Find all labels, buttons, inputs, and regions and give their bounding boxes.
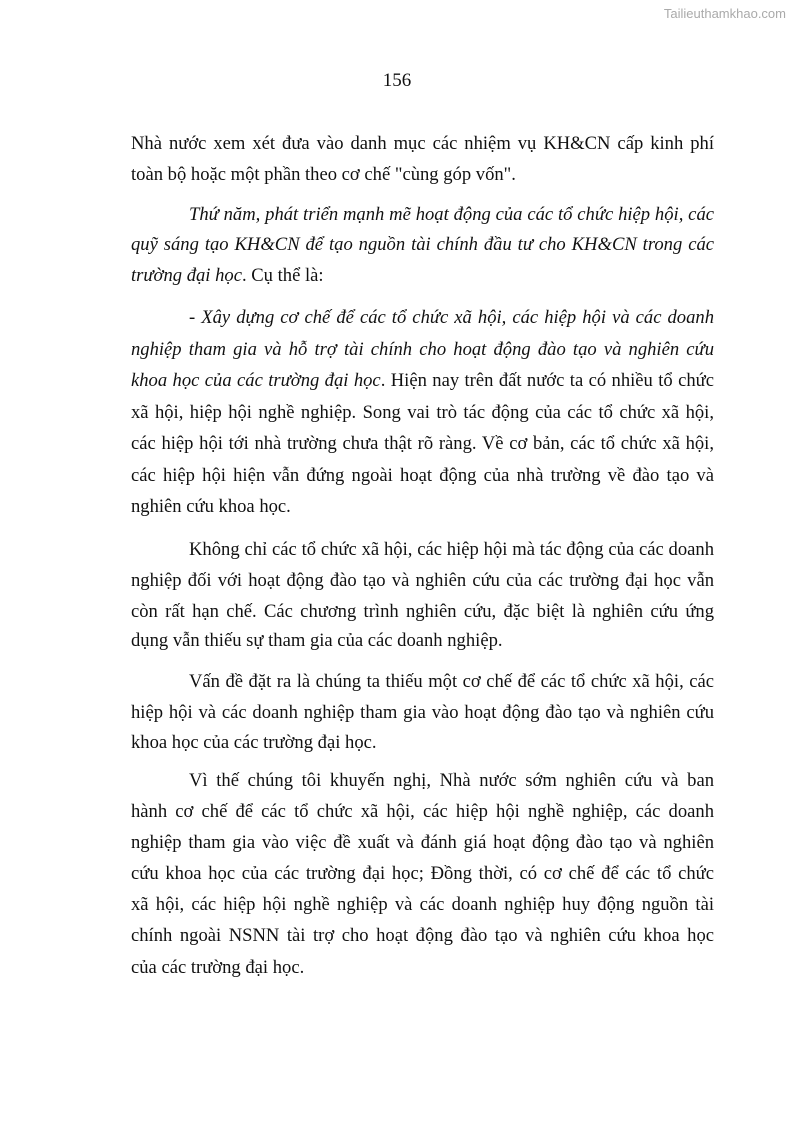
text-line <box>131 339 714 361</box>
text-segment: . Cụ thể là: <box>241 265 324 286</box>
text-segment: chính ngoài NSNN tài trợ cho hoạt động đào tạo và nghiên cứu khoa học <box>131 925 714 946</box>
text-segment: khoa học của các trường đại học <box>131 370 381 391</box>
text-segment: các hiệp hội tới nhà trường chưa thật rõ ràng. Về cơ bản, các tổ chức xã hội, <box>131 433 714 454</box>
text-line <box>131 894 714 916</box>
text-segment: . Hiện nay trên đất nước ta có nhiều tổ chức <box>380 370 714 391</box>
text-line <box>131 801 714 823</box>
text-line <box>131 133 714 155</box>
text-line <box>131 433 714 455</box>
page-number: 156 <box>382 70 412 91</box>
text-line <box>131 832 714 854</box>
text-line <box>189 307 714 329</box>
text-segment: nghiên cứu khoa học. <box>131 496 291 517</box>
text-line <box>131 925 714 947</box>
text-segment: - <box>189 307 202 328</box>
text-segment: khoa học của các trường đại học. <box>131 732 377 753</box>
text-segment: các hiệp hội hiện vẫn đứng ngoài hoạt động của nhà trường về đào tạo và <box>131 465 714 486</box>
text-segment: xã hội, hiệp hội nghề nghiệp. Song vai trò tác động của các tổ chức xã hội, <box>131 402 714 423</box>
text-line <box>131 234 714 256</box>
text-segment: cứu khoa học của các trường đại học; Đồng thời, có cơ chế để các tổ chức <box>131 863 714 884</box>
text-segment: của các trường đại học. <box>131 957 305 978</box>
text-segment: nghiệp đối với hoạt động đào tạo và nghiên cứu của các trường đại học vẫn <box>131 570 714 591</box>
text-segment: Vấn đề đặt ra là chúng ta thiếu một cơ chế để các tổ chức xã hội, các <box>189 671 714 692</box>
text-line <box>131 465 714 487</box>
watermark: Tailieuthamkhao.com <box>663 6 786 21</box>
text-segment: Thứ năm, phát triển mạnh mẽ hoạt động của các tổ chức hiệp hội, các <box>189 204 714 225</box>
text-segment: Xây dựng cơ chế để các tổ chức xã hội, các hiệp hội và các doanh <box>201 307 714 328</box>
text-segment: xã hội, các hiệp hội nghề nghiệp và các doanh nghiệp huy động nguồn tài <box>131 894 714 915</box>
text-segment: quỹ sáng tạo KH&CN để tạo nguồn tài chính đầu tư cho KH&CN trong các <box>131 234 714 255</box>
text-segment: Nhà nước xem xét đưa vào danh mục các nhiệm vụ KH&CN cấp kinh phí <box>131 133 714 154</box>
text-segment: toàn bộ hoặc một phần theo cơ chế "cùng góp vốn". <box>131 164 516 185</box>
text-line <box>131 630 714 652</box>
text-line <box>189 539 714 561</box>
text-segment: nghiệp tham gia vào việc đề xuất và đánh giá hoạt động đào tạo và nghiên <box>131 832 714 853</box>
text-line <box>131 601 714 623</box>
text-segment: Không chỉ các tổ chức xã hội, các hiệp hội mà tác động của các doanh <box>189 539 714 560</box>
text-line <box>131 570 714 592</box>
text-segment: dụng vẫn thiếu sự tham gia của các doanh nghiệp. <box>131 630 503 651</box>
text-line <box>131 732 714 754</box>
text-line <box>131 863 714 885</box>
text-line <box>131 370 714 392</box>
text-segment: trường đại học <box>131 265 242 286</box>
text-segment: hiệp hội và các doanh nghiệp tham gia vào hoạt động đào tạo và nghiên cứu <box>131 702 714 723</box>
text-segment: nghiệp tham gia và hỗ trợ tài chính cho hoạt động đào tạo và nghiên cứu <box>131 339 714 360</box>
text-line <box>131 496 714 518</box>
text-line <box>131 402 714 424</box>
text-segment: còn rất hạn chế. Các chương trình nghiên cứu, đặc biệt là nghiên cứu ứng <box>131 601 714 622</box>
text-line <box>131 164 714 186</box>
text-line <box>131 265 714 287</box>
text-segment: hành cơ chế để các tổ chức xã hội, các hiệp hội nghề nghiệp, các doanh <box>131 801 714 822</box>
text-segment: Vì thế chúng tôi khuyến nghị, Nhà nước sớm nghiên cứu và ban <box>189 770 714 791</box>
text-line <box>189 204 714 226</box>
text-line <box>189 671 714 693</box>
text-line <box>131 957 714 979</box>
text-line <box>189 770 714 792</box>
text-line <box>131 702 714 724</box>
